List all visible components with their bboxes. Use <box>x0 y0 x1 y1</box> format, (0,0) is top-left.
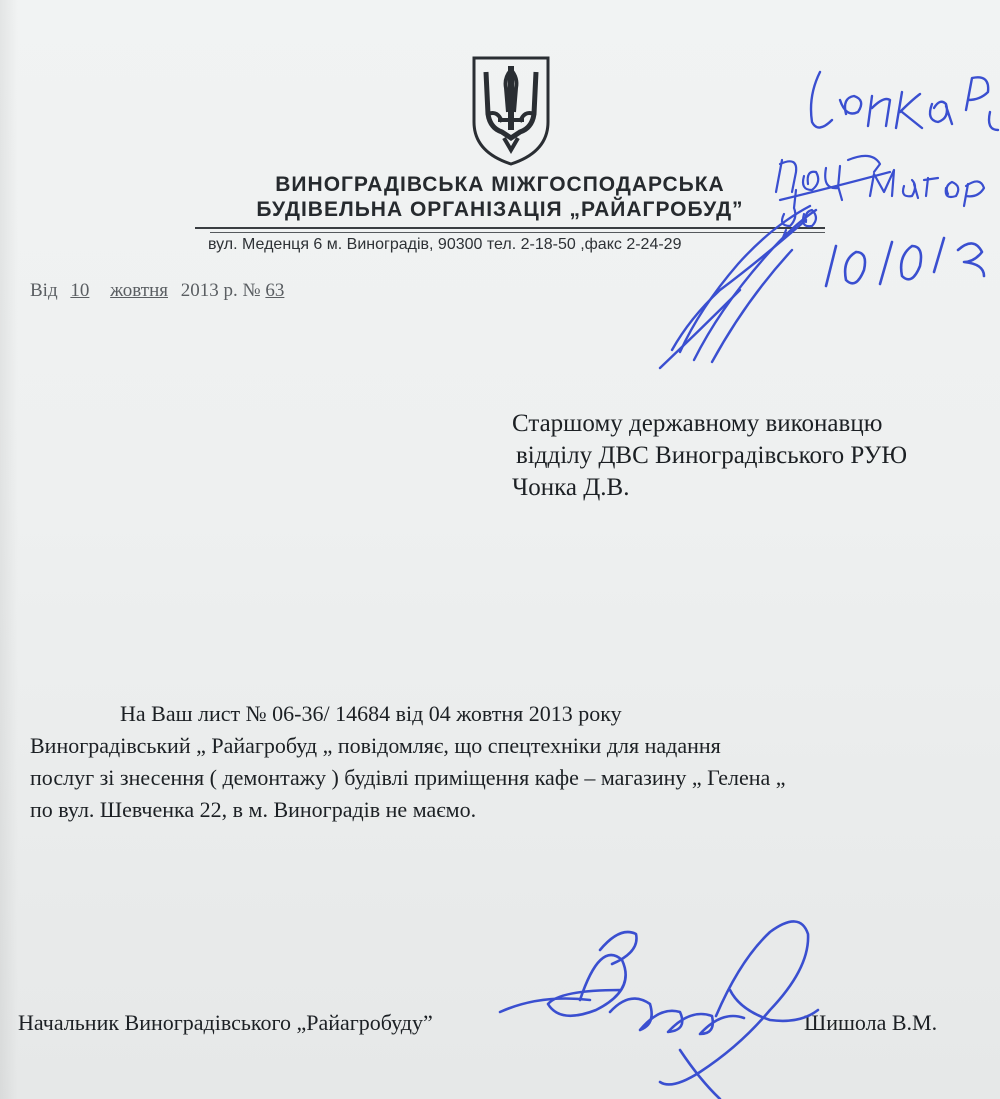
signature-ink <box>500 921 818 1099</box>
signer-name: Шишола В.М. <box>804 1010 938 1035</box>
addressee-block <box>512 408 907 504</box>
date-month: жовтня <box>110 280 168 301</box>
handwritten-initial-mark <box>660 206 816 368</box>
org-name-line2: БУДІВЕЛЬНА ОРГАНІЗАЦІЯ „РАЙАГРОБУД” <box>256 198 744 221</box>
body-line1: На Ваш лист № 06-36/ 14684 від 04 жовтня 2013 року <box>120 701 622 726</box>
signer-position: Начальник Виноградівського „Райагробуду” <box>18 1010 433 1035</box>
body-line2: Виноградівський „ Райагробуд „ повідомляє, що спецтехніки для надання <box>30 733 721 758</box>
date-year: 2013 р. № <box>180 280 261 301</box>
letter-number: 63 <box>265 280 285 301</box>
outgoing-date-number <box>30 280 284 302</box>
body-line4: по вул. Шевченка 22, в м. Виноградів не маємо. <box>30 797 477 822</box>
trident-coat-of-arms-icon <box>468 52 554 168</box>
letter-body <box>30 698 990 826</box>
addressee-line3: Чонка Д.В. <box>512 474 630 501</box>
body-line3: послуг зі знесення ( демонтажу ) будівлі приміщення кафе – магазину „ Гелена „ <box>30 765 786 790</box>
page-edge-shadow <box>0 0 18 1099</box>
date-prefix: Від <box>30 280 58 301</box>
handwritten-resolution-name <box>811 72 998 130</box>
addressee-line1: Старшому державному виконавцю <box>512 410 883 437</box>
date-day: 10 <box>70 280 90 301</box>
letterhead-divider-thin <box>210 232 825 233</box>
organization-name <box>180 172 820 222</box>
org-name-line1: ВИНОГРАДІВСЬКА МІЖГОСПОДАРСЬКА <box>275 173 725 196</box>
addressee-line2: відділу ДВС Виноградівського РУЮ <box>516 442 908 469</box>
handwritten-resolution-date <box>826 238 984 286</box>
letterhead-divider <box>195 227 825 229</box>
organization-address: вул. Меденця 6 м. Виноградів, 90300 тел. 2-18-50 ,факс 2-24-29 <box>208 236 682 253</box>
